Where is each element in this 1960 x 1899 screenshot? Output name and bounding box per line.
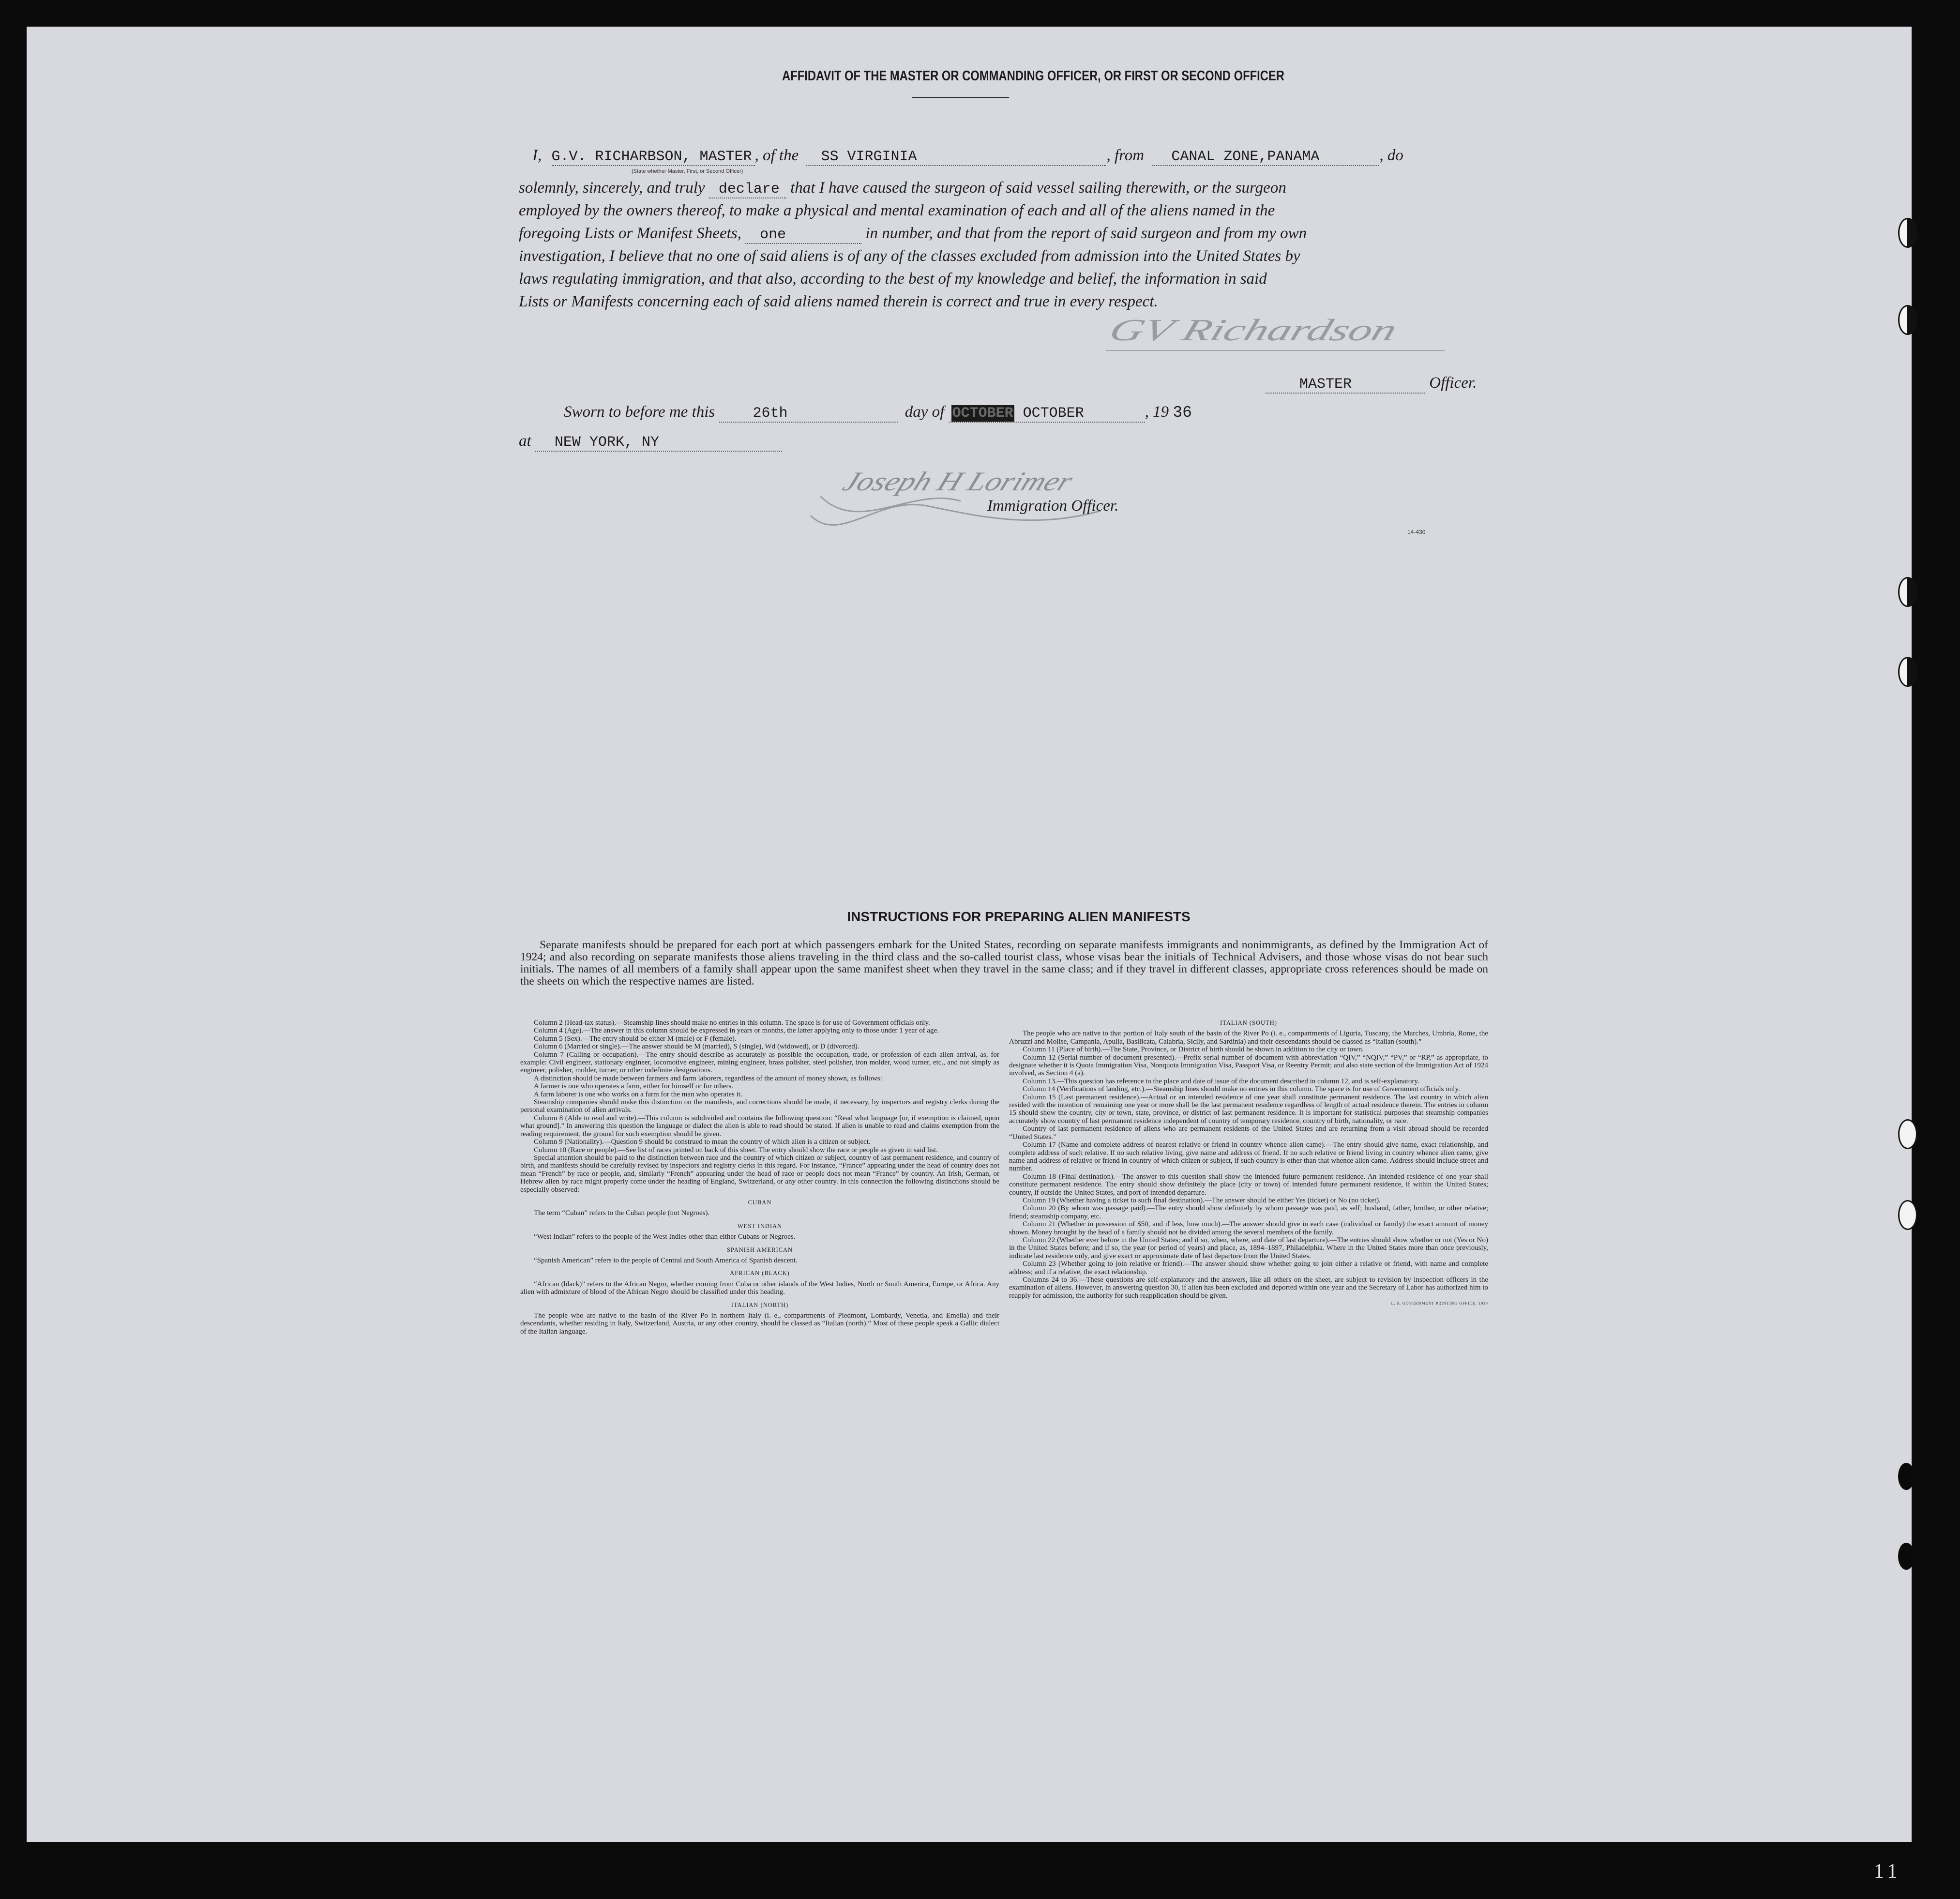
left-para: Column 6 (Married or single).—The answer should be M (married), S (single), Wd (widowed), or D (divorced).: [534, 1043, 859, 1051]
master-signature-stroke: [1106, 350, 1445, 351]
affidavit-line-5: investigation, I believe that no one of said aliens is of any of the classes excluded from admission into the United States by: [519, 247, 1300, 265]
left-para: Column 4 (Age).—The answer in this column should be expressed in years or months, the latter applying only to those under 1 year of age.: [534, 1027, 939, 1035]
right-para: Country of last permanent residence of aliens who are permanent residents of the United States and are returning from a visit abroad should be recorded “United States.”: [1009, 1125, 1488, 1141]
punch-hole-icon: [1898, 577, 1917, 607]
year-prefix: , 19: [1145, 403, 1169, 421]
sworn-place-field: NEW YORK, NY: [535, 434, 782, 452]
officer-signature: Joseph H Lorimer: [838, 467, 1078, 497]
section-heading-west-indian: WEST INDIAN: [737, 1222, 783, 1230]
title-rule: [912, 97, 1009, 98]
punch-hole-icon: [1898, 1119, 1917, 1149]
right-para: Column 11 (Place of birth).—The State, Province, or District of birth should be shown in addition to the city or town.: [1023, 1046, 1364, 1054]
left-para: Steamship companies should make this distinction on the manifests, and corrections should be made, if necessary, by inspectors and registry clerks during the personal examination of alien arrivals.: [520, 1098, 999, 1114]
punch-hole-icon: [1898, 1463, 1915, 1490]
left-para: Column 2 (Head-tax status).—Steamship lines should make no entries in this column. The space is for use of Government officials only.: [534, 1019, 930, 1027]
sworn-month: OCTOBER: [1023, 405, 1084, 422]
affidavit-line-1: [532, 147, 1403, 166]
section-text-west-indian: “West Indian” refers to the people of the West Indies other than either Cubans or Negroes.: [534, 1233, 796, 1241]
right-para: Column 20 (By whom was passage paid).—The entry should show definitely by whom passage was paid, as self; husband, father, brother, or other relative; friend; steamship company, etc.: [1009, 1204, 1488, 1220]
instructions-right-column: [1009, 1019, 1488, 1308]
line2-text-a: solemnly, sincerely, and truly: [519, 179, 705, 197]
left-para: Column 8 (Able to read and write).—This column is subdivided and contains the following question: “Read what language [or, if exemption is claimed, upon what ground].” In answering this question the language or dialect the alien is able to read should be stated. If alien is unable to read and claims exemption from the reading requirement, the ground for such exemption should be given.: [520, 1114, 999, 1138]
instructions-intro: [520, 939, 1488, 987]
master-signature: GV Richardson: [1105, 313, 1402, 347]
punch-hole-icon: [1898, 218, 1917, 248]
left-para: Column 9 (Nationality).—Question 9 should be construed to mean the country of which alien is a citizen or subject.: [534, 1138, 871, 1146]
sworn-label: Sworn to before me this: [564, 403, 715, 421]
left-para: Column 7 (Calling or occupation).—The entry should describe as accurately as possible the occupation, trade, or profession of each alien arrival, as, for example: Civil engineer, stationary engineer, locomotive engineer, mining engineer, brass polisher, steel polisher, iron molder, wood turner, etc., and not simply as engineer, polisher, molder, turner, or other indefinite designations.: [520, 1050, 999, 1075]
section-heading-cuban: CUBAN: [748, 1199, 772, 1206]
intro-text: Separate manifests should be prepared for each port at which passengers embark for the United States, recording on separate manifests immigrants and nonimmigrants, as defined by the Immigration Act of 1924; and also recording on separate manifests those aliens traveling in the third class and the so-called tourist class, whose visas bear the initials of Technical Advisers, and those whose visas do not bear such initials. The names of all members of a family shall appear upon the same manifest sheet when they travel in the same class; and if they travel in different classes, appropriate cross references should be made on the sheets on which the respective names are listed.: [520, 939, 1488, 987]
instructions-left-column: [520, 1019, 999, 1336]
affidavit-line-2: [519, 179, 1286, 198]
left-para: Column 10 (Race or people).—See list of races printed on back of this sheet. The entry should show the race or people as given in said list.: [534, 1146, 938, 1154]
port-field: CANAL ZONE,PANAMA: [1152, 149, 1379, 166]
section-text-italian-north: The people who are native to the basin of the River Po in northern Italy (i. e., compartments of Piedmont, Lombardy, Venetia, and Emelia) and their descendants, whether residing in Italy, Switzerland, Austria, or any other country, should be classed as “Italian (north).” Most of these people speak a Gallic dialect of the Italian language.: [520, 1312, 999, 1336]
right-para: Column 12 (Serial number of document presented).—Prefix serial number of document with abbreviation “QIV,” “NQIV,” “PV,” or “RP,” as appropriate, to designate whether it is Quota Immigration Visa, Nonquota Immigration Visa, Passport Visa, or Reentry Permit; and also state section of the Immigration Act of 1924 involved, as Section 4 (a).: [1009, 1053, 1488, 1078]
rank-field: MASTER: [1266, 376, 1425, 394]
left-para: Column 5 (Sex).—The entry should be either M (male) or F (female).: [534, 1034, 737, 1043]
section-text-cuban: The term “Cuban” refers to the Cuban people (not Negroes).: [534, 1209, 710, 1217]
right-para: Column 22 (Whether ever before in the United States; and if so, when, where, and date of last departure).—The entries should show whether or not (Yes or No) in the United States before; and if so, the year (or period of years) and place, as, 1894–1897, Philadelphia. Where in the United States more than once previously, indicate last residence only, and give exact or approximate date of last departure from the United States.: [1009, 1236, 1488, 1260]
left-para: A distinction should be made between farmers and farm laborers, regardless of the amount of money shown, as follows:: [534, 1074, 882, 1082]
right-para: Column 23 (Whether going to join relative or friend).—The answer should show whether going to join either a relative or friend, with name and complete address; and if a relative, the exact relationship.: [1009, 1260, 1488, 1276]
instructions-title: INSTRUCTIONS FOR PREPARING ALIEN MANIFESTS: [847, 909, 1191, 924]
right-para: The people who are native to that portion of Italy south of the basin of the River Po (i. e., compartments of Liguria, Tuscany, the Marches, Umbria, Rome, the Abruzzi and Molise, Campania, Apulia, Basilicata, Calabria, Sicily, and Sardinia) and their descendants should be classed as “Italian (south).”: [1009, 1030, 1488, 1046]
at-label: at: [519, 432, 531, 450]
section-text-african: “African (black)” refers to the African Negro, whether coming from Cuba or other islands of the West Indies, North or South America, Europe, or Africa. Any alien with admixture of blood of the African Negro should be classified under this heading.: [520, 1280, 999, 1296]
punch-hole-icon: [1898, 1200, 1917, 1230]
i-label: I,: [532, 147, 542, 164]
section-heading-african: AFRICAN (BLACK): [730, 1270, 790, 1277]
place-line: [519, 432, 782, 452]
sworn-day-field: 26th: [719, 405, 898, 423]
manifest-sheet: [27, 27, 1912, 1842]
affidavit-line-4: [519, 225, 1307, 244]
officer-note: (State whether Master, First, or Second Officer): [632, 168, 743, 174]
sheet-count-field: one: [745, 227, 861, 244]
year-suffix: 36: [1173, 404, 1192, 422]
right-para: Column 18 (Final destination).—The answer to this question shall show the intended future permanent residence. An intended residence of one year shall constitute permanent residence. The entry should show definitely the place (city or town) of intended future permanent residence, if within the United States; country, if outside the United States, and port of intended departure.: [1009, 1172, 1488, 1197]
left-para: Special attention should be paid to the distinction between race and the country of which citizen or subject, country of last permanent residence, and country of birth, and manifests should be carefully revised by inspectors and registry clerks in this regard. For instance, “France” appearing under the head of country does not mean “French” by race or people, and, similarly “French” appearing under the head of race or people does not mean “France” by country. An Irish, German, or Hebrew alien by race might properly come under the heading of England, Switzerland, or any other country. In this connection the following distinctions should be especially observed:: [520, 1154, 999, 1194]
line2-text-b: that I have caused the surgeon of said vessel sailing therewith, or the surgeon: [790, 179, 1286, 197]
do-label: , do: [1379, 147, 1403, 164]
day-of-label: day of: [905, 403, 945, 421]
right-para: Column 17 (Name and complete address of nearest relative or friend in country whence alien came).—The entry should give name, exact relationship, and complete address of such relative. If no such relative living, give name and address of friend. If no such relative or friend living in country whence alien came, give name and address of relative or friend in country of which citizen or subject, if such country is other than that whence alien came. Address should include street and number.: [1009, 1141, 1488, 1173]
affidavit-line-7: Lists or Manifests concerning each of said aliens named therein is correct and true in every respect.: [519, 293, 1158, 310]
line4-text-b: in number, and that from the report of said surgeon and from my own: [865, 225, 1307, 242]
affidavit-line-3: employed by the owners thereof, to make a physical and mental examination of each and all of the aliens named in the: [519, 202, 1275, 219]
page-number: 11: [1874, 1860, 1901, 1883]
officer-name-field: G.V. RICHARBSON, MASTER: [552, 149, 755, 166]
punch-hole-icon: [1898, 1543, 1915, 1570]
left-para: A farmer is one who operates a farm, either for himself or for others.: [534, 1082, 733, 1091]
officer-suffix: Officer.: [1429, 374, 1477, 392]
section-text-spanish-american: “Spanish American” refers to the people of Central and South America of Spanish descent.: [534, 1256, 798, 1264]
section-heading-italian-south: ITALIAN (SOUTH): [1220, 1019, 1277, 1026]
punch-hole-icon: [1898, 657, 1917, 687]
sworn-month-field: [949, 405, 1145, 423]
affidavit-line-6: laws regulating immigration, and that also, according to the best of my knowledge and belief, the information in said: [519, 270, 1267, 288]
of-the-label: , of the: [754, 147, 799, 164]
struck-month: OCTOBER: [952, 405, 1013, 422]
right-para: Column 15 (Last permanent residence).—Actual or an intended residence of one year shall constitute permanent residence. The last country in which alien resided with the intention of remaining one year or more shall be the last permanent residence regardless of length of actual residence therein. The entries in column 15 should show the country, city or town, state, province, or district of last permanent residence. It is important for statistical purposes that steamship companies accurately show country of last permanent residence independent of country of temporary residence, country of birth, nationality, or race.: [1009, 1093, 1488, 1125]
sworn-line: [564, 403, 1192, 423]
from-label: , from: [1106, 147, 1145, 164]
right-para: Column 19 (Whether having a ticket to such final destination).—The answer should be either Yes (ticket) or No (no ticket).: [1023, 1196, 1381, 1204]
punch-hole-icon: [1898, 305, 1917, 335]
right-para: Column 14 (Verifications of landing, etc.).—Steamship lines should make no entries in this column. The space is for use of Government officials only.: [1023, 1085, 1460, 1094]
left-para: A farm laborer is one who works on a farm for the man who operates it.: [534, 1090, 742, 1098]
form-number: 14-430: [1407, 529, 1426, 535]
right-para: Column 13.—This question has reference to the place and date of issue of the document described in column 12, and is self-explanatory.: [1023, 1077, 1419, 1085]
section-heading-italian-north: ITALIAN (NORTH): [731, 1301, 789, 1308]
officer-rank-line: [1266, 374, 1477, 394]
right-para: Columns 24 to 36.—These questions are self-explanatory and the answers, like all others on the sheet, are subject to revision by inspection officers in the examination of aliens. However, in answering question 30, if alien has been excluded and deported within one year and the Secretary of Labor has authorized him to reapply for admission, the authority for such reapplication should be given.: [1009, 1276, 1488, 1300]
declare-field: declare: [709, 181, 786, 198]
immigration-officer-label: Immigration Officer.: [987, 497, 1119, 515]
line4-text-a: foregoing Lists or Manifest Sheets,: [519, 225, 741, 242]
affidavit-title: AFFIDAVIT OF THE MASTER OR COMMANDING OFFICER, OR FIRST OR SECOND OFFICER: [782, 68, 1284, 84]
right-para: Column 21 (Whether in possession of $50, and if less, how much).—The answer should give in each case (individual or family) the exact amount of money shown. Money brought by the head of a family should not be divided among the several members of the family.: [1009, 1220, 1488, 1236]
vessel-field: SS VIRGINIA: [806, 149, 1106, 166]
section-heading-spanish-american: SPANISH AMERICAN: [726, 1246, 793, 1253]
printer-note: U. S. GOVERNMENT PRINTING OFFICE: 1934: [1390, 1301, 1488, 1306]
